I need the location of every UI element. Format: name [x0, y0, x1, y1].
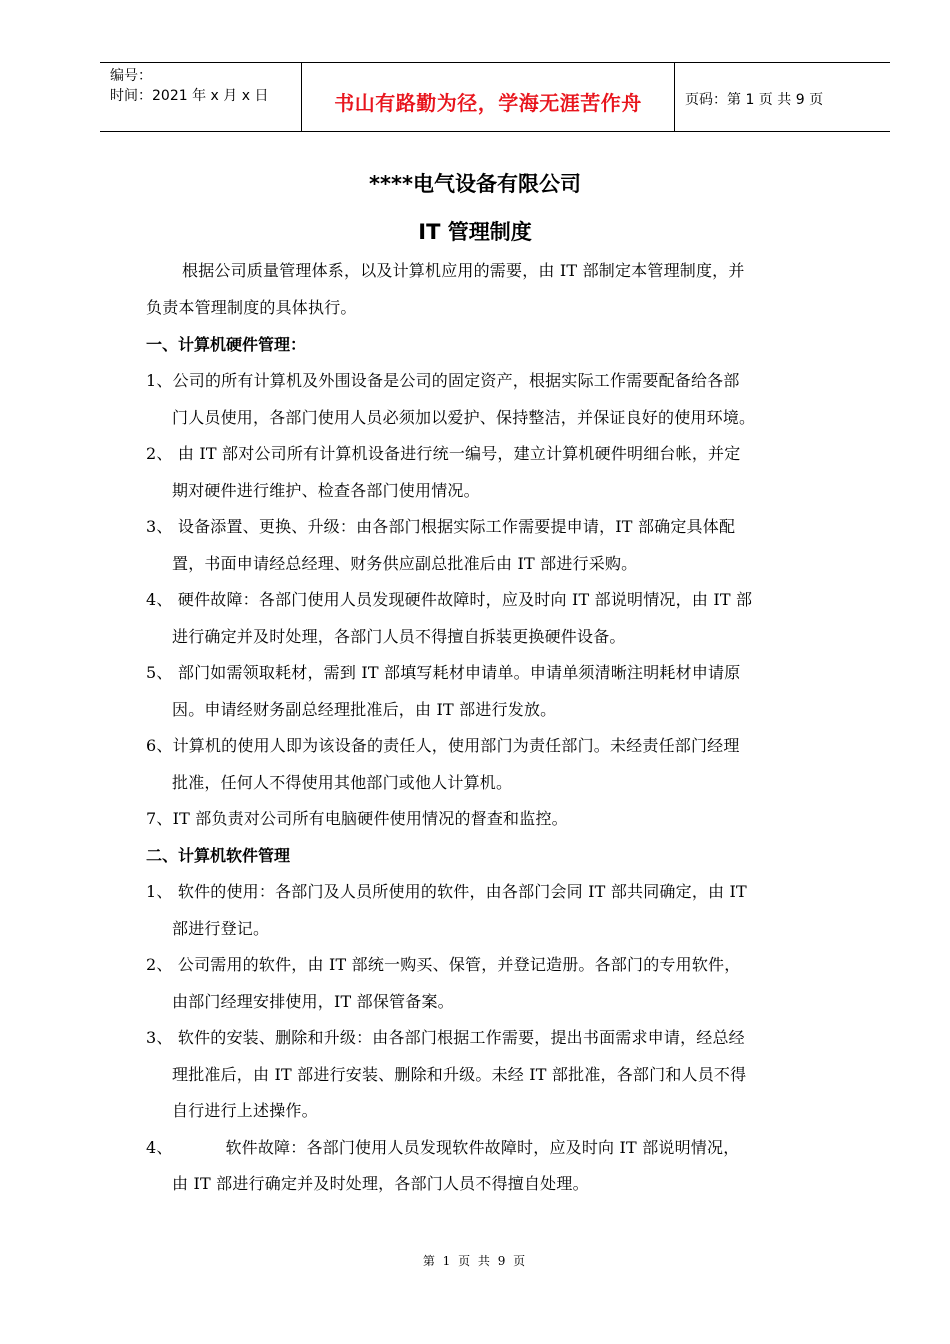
- date-label: 时间：2021 年 x 月 x 日: [110, 88, 269, 104]
- sw-item-4-line-1: 4、 软件故障：各部门使用人员发现软件故障时，应及时向 IT 部说明情况，: [146, 1138, 740, 1157]
- section-heading-software: 二、计算机软件管理: [146, 846, 291, 865]
- hw-item-3-line-1: 3、 设备添置、更换、升级：由各部门根据实际工作需要提申请，IT 部确定具体配: [146, 517, 736, 536]
- header-table: [100, 62, 890, 132]
- hw-item-6-line-1: 6、计算机的使用人即为该设备的责任人，使用部门为责任部门。未经责任部门经理: [146, 736, 740, 755]
- hw-item-1-line-1: 1、公司的所有计算机及外围设备是公司的固定资产，根据实际工作需要配备给各部: [146, 371, 740, 390]
- hw-item-2-line-1: 2、 由 IT 部对公司所有计算机设备进行统一编号，建立计算机硬件明细台帐，并定: [146, 444, 741, 463]
- header-page-cell: [675, 63, 890, 131]
- intro-line-2: 负责本管理制度的具体执行。: [146, 298, 357, 317]
- motto-text: 书山有路勤为径，学海无涯苦作舟: [334, 91, 642, 115]
- sw-item-3-line-3: 自行进行上述操作。: [172, 1101, 318, 1120]
- hw-item-3-line-2: 置，书面申请经总经理、财务供应副总批准后由 IT 部进行采购。: [172, 554, 638, 573]
- header-motto-cell: [302, 63, 675, 131]
- sw-item-2-line-2: 由部门经理安排使用，IT 部保管备案。: [172, 992, 454, 1011]
- document-title: IT 管理制度: [418, 220, 532, 244]
- hw-item-5-line-1: 5、 部门如需领取耗材，需到 IT 部填写耗材申请单。申请单须清晰注明耗材申请原: [146, 663, 741, 682]
- sw-item-1-line-2: 部进行登记。: [172, 919, 270, 938]
- section-heading-hardware: 一、计算机硬件管理：: [146, 335, 307, 354]
- hw-item-1-line-2: 门人员使用，各部门使用人员必须加以爱护、保持整洁，并保证良好的使用环境。: [172, 408, 756, 427]
- hw-item-4-line-1: 4、 硬件故障：各部门使用人员发现硬件故障时，应及时向 IT 部说明情况，由 IT 部: [146, 590, 753, 609]
- company-title: ****电气设备有限公司: [369, 172, 581, 196]
- sw-item-1-line-1: 1、 软件的使用：各部门及人员所使用的软件，由各部门会同 IT 部共同确定，由 IT: [146, 882, 747, 901]
- sw-item-4-line-2: 由 IT 部进行确定并及时处理，各部门人员不得擅自处理。: [172, 1174, 589, 1193]
- sw-item-3-line-1: 3、 软件的安装、删除和升级：由各部门根据工作需要，提出书面需求申请，经总经: [146, 1028, 745, 1047]
- hw-item-4-line-2: 进行确定并及时处理，各部门人员不得擅自拆装更换硬件设备。: [172, 627, 626, 646]
- hw-item-6-line-2: 批准，任何人不得使用其他部门或他人计算机。: [172, 773, 513, 792]
- intro-line-1: 根据公司质量管理体系，以及计算机应用的需要，由 IT 部制定本管理制度，并: [182, 261, 745, 280]
- page-footer: 第 1 页 共 9 页: [422, 1254, 528, 1268]
- hw-item-7-line-1: 7、IT 部负责对公司所有电脑硬件使用情况的督查和监控。: [146, 809, 568, 828]
- serial-label: 编号：: [110, 68, 152, 84]
- hw-item-2-line-2: 期对硬件进行维护、检查各部门使用情况。: [172, 481, 480, 500]
- page-info: 页码：第 1 页 共 9 页: [685, 92, 824, 108]
- sw-item-2-line-1: 2、 公司需用的软件，由 IT 部统一购买、保管，并登记造册。各部门的专用软件，: [146, 955, 741, 974]
- hw-item-5-line-2: 因。申请经财务副总经理批准后，由 IT 部进行发放。: [172, 700, 557, 719]
- sw-item-3-line-2: 理批准后，由 IT 部进行安装、删除和升级。未经 IT 部批准，各部门和人员不得: [172, 1065, 747, 1084]
- header-meta-cell: [100, 63, 302, 131]
